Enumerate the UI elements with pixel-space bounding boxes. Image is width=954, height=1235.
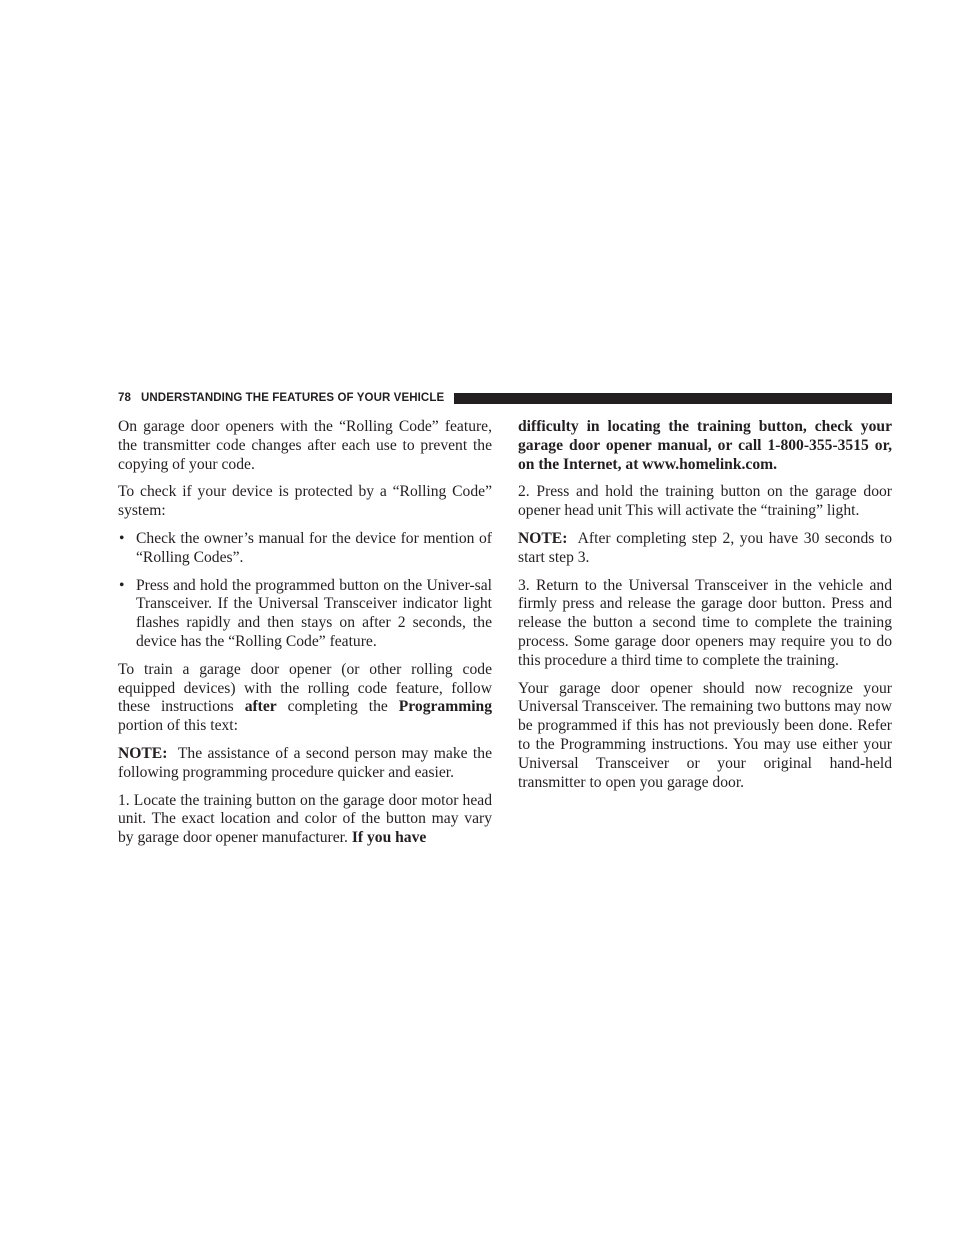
note-text: The assistance of a second person may make the following programming procedure quicker and easier. <box>118 744 492 781</box>
note-label: NOTE: <box>118 744 168 762</box>
rolling-code-check-paragraph: To check if your device is protected by a “Rolling Code” system: <box>118 483 492 520</box>
step-1-continued-paragraph <box>518 418 892 474</box>
step-1-continued-bold-text: difficulty in locating the training button, check your garage door opener manual, or call 1-800-355-3515 or, on the Internet, at www.homelink.com. <box>518 418 892 473</box>
train-opener-bold-after: after <box>244 698 277 716</box>
page-header <box>118 391 892 405</box>
list-item-text: Press and hold the programmed button on the Univer-sal Transceiver. If the Universal Transceiver indicator light flashes rapidly and then stays on after 2 seconds, the device has the “Rolling Code” feature. <box>136 576 492 650</box>
list-item <box>118 577 492 652</box>
note-label: NOTE: <box>518 529 568 547</box>
bullet-icon: • <box>119 529 125 547</box>
train-opener-paragraph <box>118 661 492 736</box>
step-1-paragraph <box>118 792 492 848</box>
list-item-text: Check the owner’s manual for the device for mention of “Rolling Codes”. <box>136 529 492 566</box>
train-opener-text-2: completing the <box>276 698 399 716</box>
step-1-text: 1. Locate the training button on the garage door motor head unit. The exact location and color of the button may vary by garage door opener manufacturer. <box>118 791 492 847</box>
step-2-paragraph: 2. Press and hold the training button on the garage door opener head unit This will activate the “training” light. <box>518 483 892 520</box>
left-column <box>118 418 492 857</box>
list-item <box>118 530 492 568</box>
step-1-bold-text: If you have <box>351 829 427 847</box>
page-number: 78 <box>118 392 131 404</box>
final-paragraph: Your garage door opener should now recognize your Universal Transceiver. The remaining two buttons may now be programmed if this has not previously been done. Refer to the Programming instructions. You may use either your Universal Transceiver or your original hand-held transmitter to open you garage door. <box>518 679 892 791</box>
train-opener-text-3: portion of this text: <box>118 717 238 735</box>
step-3-paragraph: 3. Return to the Universal Transceiver in the vehicle and firmly press and release the garage door button. Press and release the button a second time to complete the training process. Some garage door openers may require you to do this procedure a third time to complete the training. <box>518 576 892 669</box>
section-title: UNDERSTANDING THE FEATURES OF YOUR VEHICLE <box>141 392 445 404</box>
rolling-code-check-list <box>118 530 492 652</box>
note-text: After completing step 2, you have 30 seconds to start step 3. <box>518 529 893 566</box>
train-opener-bold-programming: Programming <box>398 698 492 716</box>
right-column <box>518 418 892 801</box>
note-thirty-seconds <box>518 530 892 568</box>
train-opener-text-1: To train a garage door opener (or other rolling code equipped devices) with the rolling code feature, follow these instructions <box>118 660 492 716</box>
header-rule <box>454 393 892 404</box>
bullet-icon: • <box>119 576 125 594</box>
note-assistance <box>118 745 492 783</box>
rolling-code-intro-paragraph: On garage door openers with the “Rolling Code” feature, the transmitter code changes after each use to prevent the copying of your code. <box>118 418 492 473</box>
